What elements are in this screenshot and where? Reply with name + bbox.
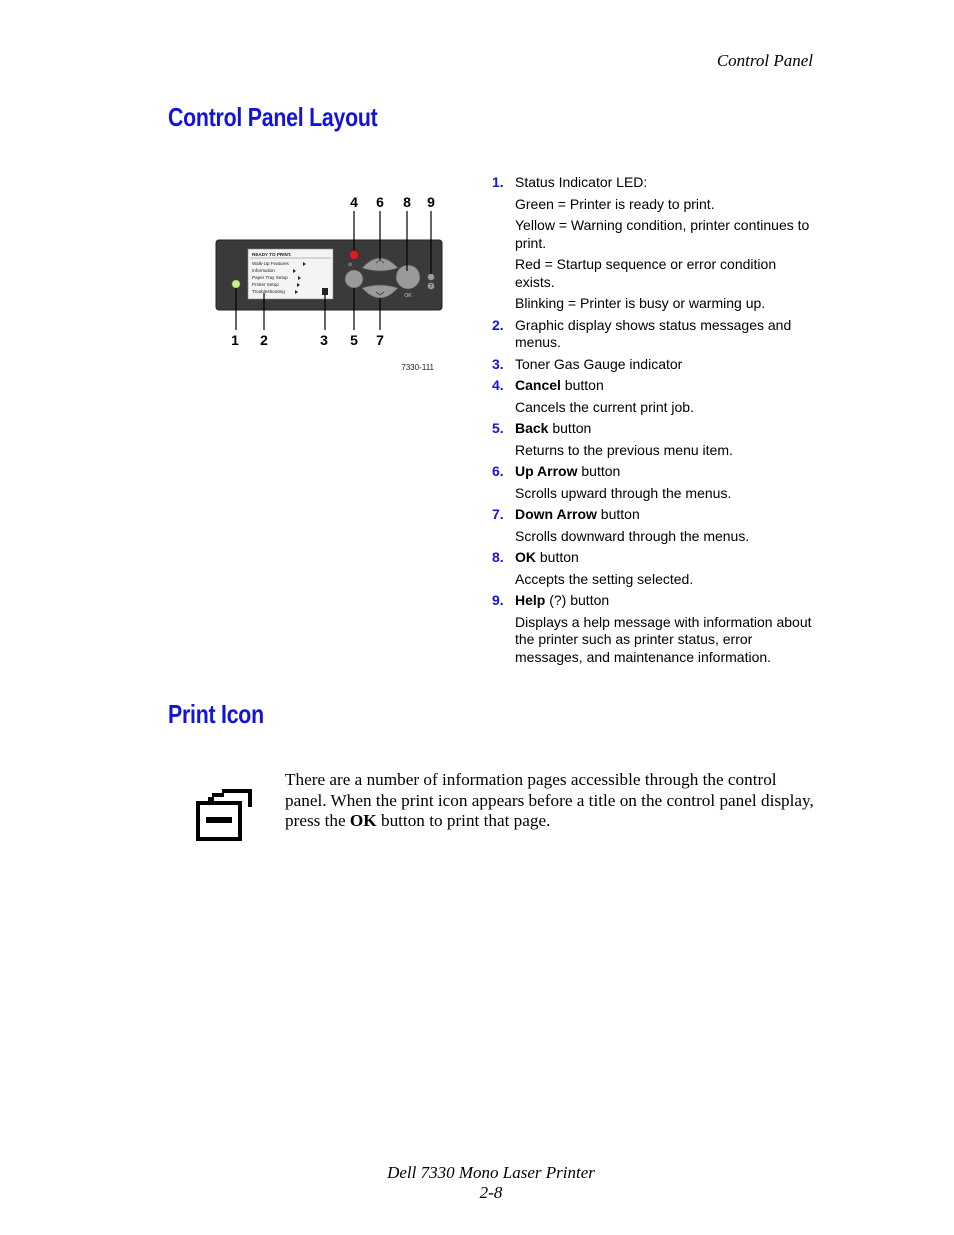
legend-title: Toner Gas Gauge indicator (515, 355, 683, 372)
callout-5: 5 (350, 332, 358, 348)
callout-legend (492, 174, 812, 670)
legend-number: 2. (492, 316, 504, 333)
cancel-button (350, 251, 359, 260)
footer-title: Dell 7330 Mono Laser Printer (387, 1163, 595, 1182)
legend-item (492, 377, 812, 416)
callout-6: 6 (376, 194, 384, 210)
legend-title: Help (?) button (515, 592, 610, 608)
callout-4: 4 (350, 194, 358, 210)
legend-title: Back button (515, 420, 592, 436)
legend-desc: Scrolls upward through the menus. (515, 484, 732, 501)
section-title-print-icon: Print Icon (168, 699, 264, 729)
print-icon-description: There are a number of information pages accessible through the control panel. When the print icon appears before a title on the control panel display, press the OK button to print that page. (285, 770, 814, 830)
help-question-icon: ? (429, 284, 433, 291)
legend-number: 5. (492, 420, 504, 436)
display-line: Printer Setup (252, 282, 279, 287)
legend-desc: Blinking = Printer is busy or warming up. (515, 295, 766, 311)
legend-item (492, 174, 812, 313)
legend-desc: Red = Startup sequence or error condition exists. (515, 256, 777, 290)
page-footer (0, 1163, 954, 1202)
callout-1: 1 (231, 332, 239, 348)
section-title-control-panel-layout: Control Panel Layout (168, 102, 378, 132)
legend-title: Down Arrow button (515, 506, 640, 522)
cancel-glyph-icon: ⊘ (348, 262, 353, 268)
legend-desc: Green = Printer is ready to print. (515, 195, 715, 212)
legend-number: 6. (492, 463, 504, 479)
toner-gauge-indicator (322, 288, 328, 295)
legend-desc: Returns to the previous menu item. (515, 441, 733, 458)
display-line-title: READY TO PRINT. (252, 252, 292, 257)
display-line: Information (252, 268, 275, 273)
ok-button (396, 265, 420, 289)
legend-number: 7. (492, 506, 504, 522)
legend-desc: Accepts the setting selected. (515, 570, 694, 587)
legend-number: 9. (492, 592, 504, 608)
page-number: 2-8 (479, 1182, 503, 1202)
running-head: Control Panel (716, 51, 813, 70)
ok-label: OK (404, 293, 412, 299)
legend-title: Cancel button (515, 377, 604, 393)
legend-item (492, 592, 812, 666)
legend-desc: Scrolls downward through the menus. (515, 527, 750, 544)
legend-title: Graphic display shows status messages and menus. (515, 316, 792, 350)
legend-desc: Cancels the current print job. (515, 398, 694, 415)
display-line: Paper Tray Setup (252, 275, 288, 280)
info-icon (428, 274, 435, 281)
back-button (345, 270, 363, 288)
control-panel-diagram (212, 188, 452, 378)
print-icon (196, 789, 254, 841)
legend-title: OK button (515, 549, 579, 565)
callout-8: 8 (403, 194, 411, 210)
figure-id: 7330-111 (401, 363, 434, 372)
legend-number: 1. (492, 174, 504, 190)
callout-2: 2 (260, 332, 268, 348)
legend-item (492, 549, 812, 588)
status-led (232, 280, 240, 288)
legend-item (492, 506, 812, 545)
legend-desc: Yellow = Warning condition, printer continues to print. (515, 217, 810, 251)
legend-number: 3. (492, 355, 504, 372)
legend-title: Status Indicator LED: (515, 174, 648, 190)
legend-title: Up Arrow button (515, 463, 621, 479)
callout-9: 9 (427, 194, 435, 210)
legend-item (492, 463, 812, 502)
legend-item (492, 356, 812, 374)
legend-desc: Displays a help message with information about the printer such as printer status, error messages, and maintenance information. (515, 613, 812, 665)
display-line: Walk-Up Features (252, 261, 289, 266)
display-line: Troubleshooting (252, 289, 285, 294)
legend-number: 8. (492, 549, 504, 565)
legend-item (492, 317, 812, 352)
legend-number: 4. (492, 377, 504, 393)
callout-3: 3 (320, 332, 328, 348)
callout-7: 7 (376, 332, 384, 348)
legend-item (492, 420, 812, 459)
